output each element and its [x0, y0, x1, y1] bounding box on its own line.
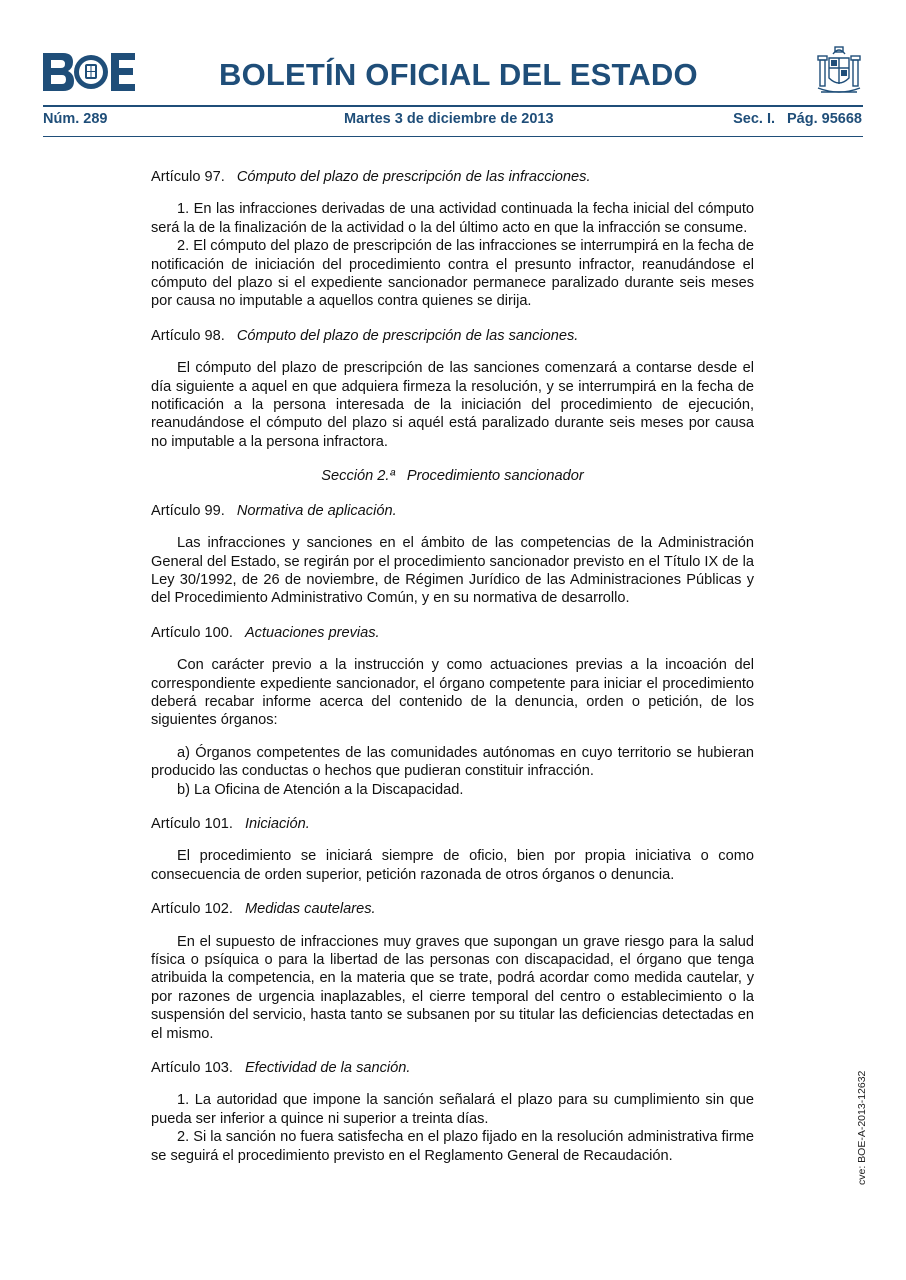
paragraph: 1. En las infracciones derivadas de una actividad continuada la fecha inicial del cómputo será la de la finalización de la actividad o la del último acto en que la infracción se consume. — [151, 201, 754, 236]
paragraph: 2. Si la sanción no fuera satisfecha en el plazo fijado en la resolución administrativa firme se seguirá el procedimiento previsto en el Reglamento General de Recaudación. — [151, 1129, 754, 1164]
article-heading: Artículo 103. Efectividad de la sanción. — [151, 1060, 411, 1077]
page-title: BOLETÍN OFICIAL DEL ESTADO — [219, 57, 698, 92]
section-page — [733, 111, 862, 127]
coat-of-arms-icon — [815, 44, 863, 96]
paragraph: 2. El cómputo del plazo de prescripción de las infracciones se interrumpirá en la fecha de notificación de iniciación del procedimiento contra el presunto infractor, reanudándose el cómputo del plazo si el expediente sancionador permanece paralizado durante seis meses por causa no imputable a aquellos contra quienes se dirija. — [151, 238, 754, 310]
article-heading: Artículo 101. Iniciación. — [151, 815, 310, 832]
document-body — [151, 168, 754, 1165]
article-heading: Artículo 99. Normativa de aplicación. — [151, 502, 397, 519]
section-heading: Sección 2.ª Procedimiento sancionador — [321, 468, 584, 485]
issue-number: Núm. 289 — [43, 111, 108, 127]
list-item: a) Órganos competentes de las comunidades autónomas en cuyo territorio se hubieran producido las conductas o hechos que pudieran constituir infracción. — [151, 744, 754, 780]
list-item: b) La Oficina de Atención a la Discapacidad. — [177, 781, 464, 798]
paragraph: El cómputo del plazo de prescripción de las sanciones comenzará a contarse desde el día siguiente a aquel en que adquiera firmeza la resolución, y se interrumpirá en la fecha de notificación a la persona interesada de la iniciación del procedimiento de ejecución, reanudándose el cómputo del plazo si aquél está paralizado durante seis meses por causa no imputable a la persona infractora. — [151, 360, 754, 450]
issue-date: Martes 3 de diciembre de 2013 — [344, 111, 554, 127]
article-heading: Artículo 97. Cómputo del plazo de prescripción de las infracciones. — [151, 169, 591, 185]
paragraph: En el supuesto de infracciones muy graves que supongan un grave riesgo para la salud física o psíquica o para la libertad de las personas con discapacidad, el órgano que tenga atribuida la competencia, en la materia que se trate, podrá acordar como medida cautelar, y por razones de urgencia inaplazables, el cierre temporal del centro o establecimiento o la suspensión del servicio, hasta tanto se subsanen por su titular las deficiencias detectadas en el mismo. — [151, 933, 754, 1042]
paragraph: Las infracciones y sanciones en el ámbito de las competencias de la Administración General del Estado, se regirán por el procedimiento sancionador previsto en el Título IX de la Ley 30/1992, de 26 de noviembre, de Régimen Jurídico de las Administraciones Públicas y del Procedimiento Administrativo Común, y en su normativa de desarrollo. — [151, 535, 754, 607]
paragraph: 1. La autoridad que impone la sanción señalará el plazo para su cumplimiento sin que pueda ser inferior a quince ni superior a treinta días. — [151, 1092, 754, 1127]
header-subrule — [43, 136, 863, 137]
header-rule — [43, 105, 863, 107]
section-label: Sec. I. — [733, 111, 776, 127]
cve-code: cve: BOE-A-2013-12632 — [856, 1070, 868, 1185]
paragraph: Con carácter previo a la instrucción y como actuaciones previas a la incoación del correspondiente expediente sancionador, el órgano competente para iniciar el procedimiento deberá recabar informe acerca del contenido de la denuncia, orden o petición, de los siguientes órganos: — [151, 657, 754, 729]
article-heading: Artículo 102. Medidas cautelares. — [151, 901, 376, 918]
boe-logo — [43, 53, 135, 91]
page-number: Pág. 95668 — [787, 111, 862, 127]
article-heading: Artículo 98. Cómputo del plazo de prescripción de las sanciones. — [151, 327, 579, 344]
article-heading: Artículo 100. Actuaciones previas. — [151, 624, 380, 641]
paragraph: El procedimiento se iniciará siempre de oficio, bien por propia iniciativa o como consecuencia de orden superior, petición razonada de otros órganos o denuncia. — [151, 848, 754, 883]
